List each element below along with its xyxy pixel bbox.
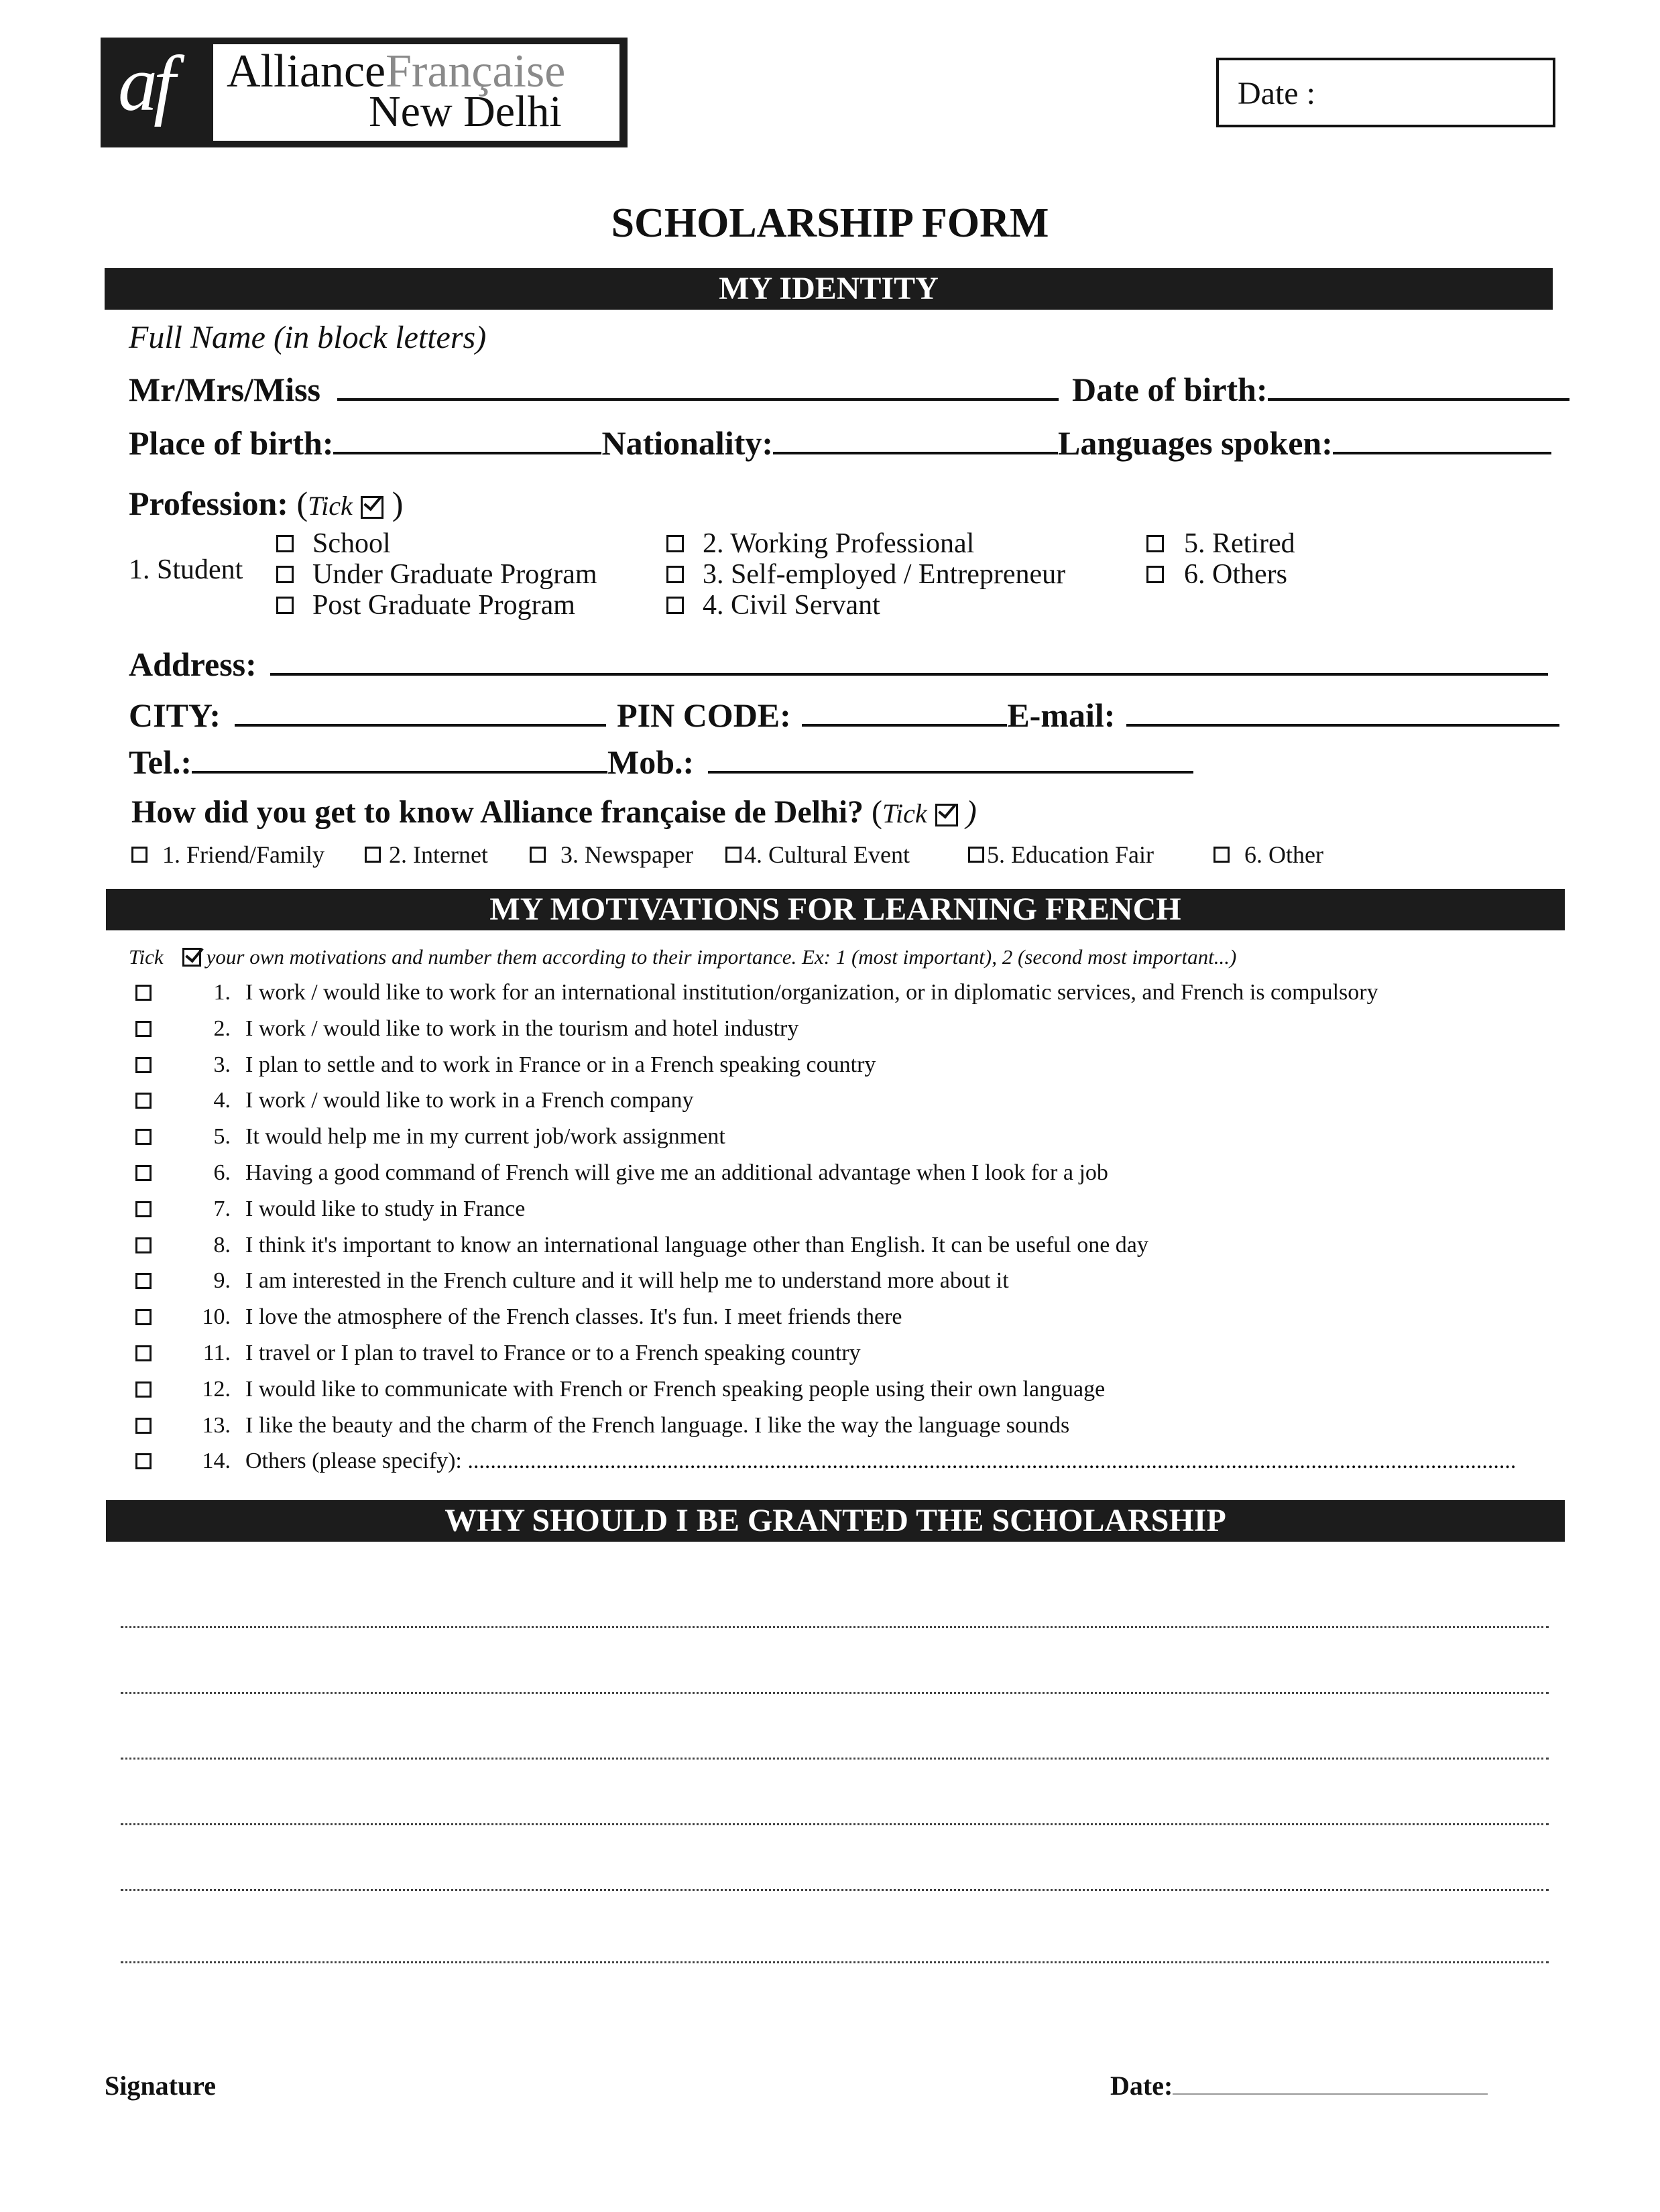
motivation-item[interactable] [135,1160,1108,1186]
answer-line[interactable] [121,1961,1549,1963]
motivation-number: 10. [202,1304,231,1330]
checkbox[interactable] [1146,535,1164,552]
checkbox[interactable] [530,847,546,863]
motivations-banner: MY MOTIVATIONS FOR LEARNING FRENCH [106,889,1565,930]
motivations-instruction [129,945,1236,969]
pin-label: PIN CODE: [617,696,791,734]
mob-field[interactable] [708,767,1193,774]
logo-francaise: Française [386,46,566,97]
checkbox[interactable] [135,1453,152,1469]
answer-line[interactable] [121,1889,1549,1891]
profession-label: Profession: [129,485,288,522]
pob-label: Place of birth: [129,424,334,462]
option-label: Post Graduate Program [312,590,575,621]
source-option-newspaper[interactable] [530,841,693,869]
page-title: SCHOLARSHIP FORM [611,200,1049,246]
logo-text-panel [213,44,619,141]
languages-label: Languages spoken: [1058,424,1333,462]
source-option-other[interactable] [1213,841,1323,869]
nationality-field[interactable] [773,448,1058,454]
name-row [129,370,1569,409]
checkbox[interactable] [276,535,294,552]
motivation-text: I would like to study in France [245,1196,526,1221]
motivation-number: 7. [213,1196,231,1221]
address-label: Address: [129,646,257,683]
motivation-number: 3. [213,1052,231,1077]
motivation-item[interactable] [135,1377,1105,1402]
pob-field[interactable] [333,448,601,454]
option-others[interactable] [1146,559,1295,590]
date-box-label: Date : [1238,76,1315,111]
mob-label: Mob.: [607,743,695,781]
dob-field[interactable] [1268,394,1569,401]
checkbox[interactable] [131,847,147,863]
motivation-text: I love the atmosphere of the French classes. It's fun. I meet friends there [245,1304,902,1330]
option-self-employed[interactable] [666,559,1065,590]
motivation-item[interactable] [135,1304,902,1330]
motivation-number: 5. [213,1124,231,1150]
option-label: 4. Cultural Event [744,841,910,868]
motivation-item[interactable] [135,1016,798,1042]
option-label: Under Graduate Program [312,559,597,590]
motivation-item[interactable] [135,1341,861,1366]
tick-hint-close: ) [965,794,977,830]
motivation-item[interactable] [135,1233,1148,1258]
tick-hint-word: Tick [882,798,927,828]
source-option-cultural-event[interactable] [725,841,910,869]
motivation-item[interactable] [135,1088,694,1113]
tick-hint-open: ( [872,794,883,830]
motivation-text: Others (please specify): ........................................................................................................................................................................................ [245,1449,1517,1474]
answer-line[interactable] [121,1758,1549,1760]
source-question: How did you get to know Alliance française de Delhi? [131,794,864,830]
option-postgraduate[interactable] [276,590,597,621]
logo [101,38,628,147]
source-tick-hint [872,794,977,830]
motivation-text: I like the beauty and the charm of the French language. I like the way the language sounds [245,1412,1070,1438]
option-civil-servant[interactable] [666,590,1065,621]
checkbox[interactable] [666,566,684,583]
checkbox[interactable] [276,597,294,614]
motivation-text: I travel or I plan to travel to France or to a French speaking country [245,1341,861,1365]
checkbox[interactable] [135,1418,152,1434]
motivation-item[interactable] [135,1268,1009,1294]
checkbox[interactable] [135,1273,152,1289]
city-row [129,696,1559,735]
footer-date-field[interactable] [1173,2091,1488,2095]
option-label: 4. Civil Servant [703,590,880,621]
instruction-text: your own motivations and number them according to their importance. Ex: 1 (most important), 2 (second most important...) [206,945,1237,969]
motivation-item[interactable] [135,980,1378,1005]
footer-date-label: Date: [1110,2071,1173,2101]
pin-field[interactable] [802,720,1007,727]
address-row [129,645,1548,684]
option-label: 5. Education Fair [987,841,1154,868]
source-question-row [131,794,977,831]
motivation-number: 2. [213,1016,231,1041]
motivation-text: It would help me in my current job/work assignment [245,1124,725,1150]
tel-label: Tel.: [129,743,192,781]
profession-options-col2 [666,528,1065,621]
tick-hint-close: ) [392,485,404,522]
languages-field[interactable] [1333,448,1551,454]
full-name-hint: Full Name (in block letters) [129,320,487,355]
checkbox[interactable] [135,1309,152,1325]
option-label: 3. Self-employed / Entrepreneur [703,559,1066,590]
checkbox[interactable] [135,1093,152,1109]
date-box[interactable] [1216,58,1555,127]
motivation-text: I would like to communicate with French or French speaking people using their own language [245,1376,1106,1402]
checkbox[interactable] [666,597,684,614]
birth-row [129,424,1551,463]
answer-line[interactable] [121,1626,1549,1628]
motivation-number: 8. [213,1232,231,1257]
motivation-number: 12. [202,1376,231,1402]
motivation-number: 14. [202,1449,231,1474]
profession-tick-hint [296,485,403,522]
checkbox[interactable] [135,1021,152,1037]
full-name-field[interactable] [337,394,1059,401]
motivation-number: 9. [213,1268,231,1294]
checkbox[interactable] [968,847,984,863]
checkbox[interactable] [365,847,381,863]
option-school[interactable] [276,528,597,559]
tick-hint-word: Tick [308,491,353,521]
source-option-education-fair[interactable] [968,841,1154,869]
checkbox[interactable] [666,535,684,552]
checkbox[interactable] [276,566,294,583]
motivation-text: I plan to settle and to work in France or in a French speaking country [245,1052,876,1077]
checkbox[interactable] [135,985,152,1001]
scholarship-banner: WHY SHOULD I BE GRANTED THE SCHOLARSHIP [106,1500,1565,1542]
phone-row [129,743,1193,782]
tel-field[interactable] [192,767,607,774]
checkbox[interactable] [135,1165,152,1181]
motivation-text: I am interested in the French culture and it will help me to understand more about it [245,1268,1009,1294]
option-working-professional[interactable] [666,528,1065,559]
motivation-text: I think it's important to know an international language other than English. It can be useful one day [245,1232,1148,1257]
motivation-text: I work / would like to work in the tourism and hotel industry [245,1016,799,1041]
motivation-text: I work / would like to work for an international institution/organization, or in diplomatic services, and French is compulsory [245,980,1378,1005]
tick-hint-open: ( [296,485,308,522]
email-field[interactable] [1126,720,1559,727]
checkbox[interactable] [1146,566,1164,583]
logo-city: New Delhi [369,87,562,136]
address-field[interactable] [270,669,1548,676]
dob-label: Date of birth: [1072,371,1268,408]
option-label: 2. Working Professional [703,528,975,559]
motivation-item[interactable] [135,1196,525,1222]
footer-date [1110,2070,1488,2101]
motivation-text: I work / would like to work in a French company [245,1088,694,1113]
option-label: 1. Friend/Family [162,841,324,868]
city-label: CITY: [129,696,221,734]
checkbox[interactable] [135,1057,152,1073]
email-label: E-mail: [1007,696,1116,734]
motivation-item[interactable] [135,1052,876,1078]
checkbox[interactable] [135,1345,152,1361]
motivation-number: 13. [202,1412,231,1438]
motivation-item[interactable] [135,1449,1516,1474]
student-label: 1. Student [129,554,243,585]
option-label: 2. Internet [389,841,488,868]
answer-line[interactable] [121,1823,1549,1825]
motivation-number: 1. [213,980,231,1005]
nationality-label: Nationality: [601,424,774,462]
instruction-tick-word: Tick [129,945,164,969]
logo-mark: af [118,40,172,127]
motivation-text: Having a good command of French will give me an additional advantage when I look for a job [245,1160,1108,1185]
checkbox[interactable] [135,1129,152,1145]
option-label: 6. Other [1244,841,1323,868]
option-label: School [312,528,391,559]
tick-icon [361,496,383,519]
option-retired[interactable] [1146,528,1295,559]
profession-options-col3 [1146,528,1295,590]
checkbox[interactable] [135,1381,152,1398]
title-label: Mr/Mrs/Miss [129,371,321,408]
tick-icon [182,948,201,967]
tick-icon [935,804,958,826]
option-label: 6. Others [1184,559,1287,590]
motivation-number: 6. [213,1160,231,1185]
motivation-number: 11. [202,1341,231,1365]
motivation-item[interactable] [135,1413,1069,1438]
source-option-friend[interactable] [131,841,324,869]
logo-alliance: Alliance [227,46,386,97]
motivation-number: 4. [213,1088,231,1113]
signature-label: Signature [105,2071,216,2101]
option-undergraduate[interactable] [276,559,597,590]
checkbox[interactable] [725,847,742,863]
profession-heading [129,484,403,523]
source-option-internet[interactable] [365,841,488,869]
checkbox[interactable] [1213,847,1230,863]
student-options [276,528,597,621]
option-label: 3. Newspaper [560,841,693,868]
checkbox[interactable] [135,1237,152,1253]
checkbox[interactable] [135,1201,152,1217]
identity-banner: MY IDENTITY [105,268,1553,310]
motivation-item[interactable] [135,1124,725,1150]
source-options [131,841,1553,871]
answer-line[interactable] [121,1692,1549,1694]
option-label: 5. Retired [1184,528,1295,559]
city-field[interactable] [235,720,606,727]
